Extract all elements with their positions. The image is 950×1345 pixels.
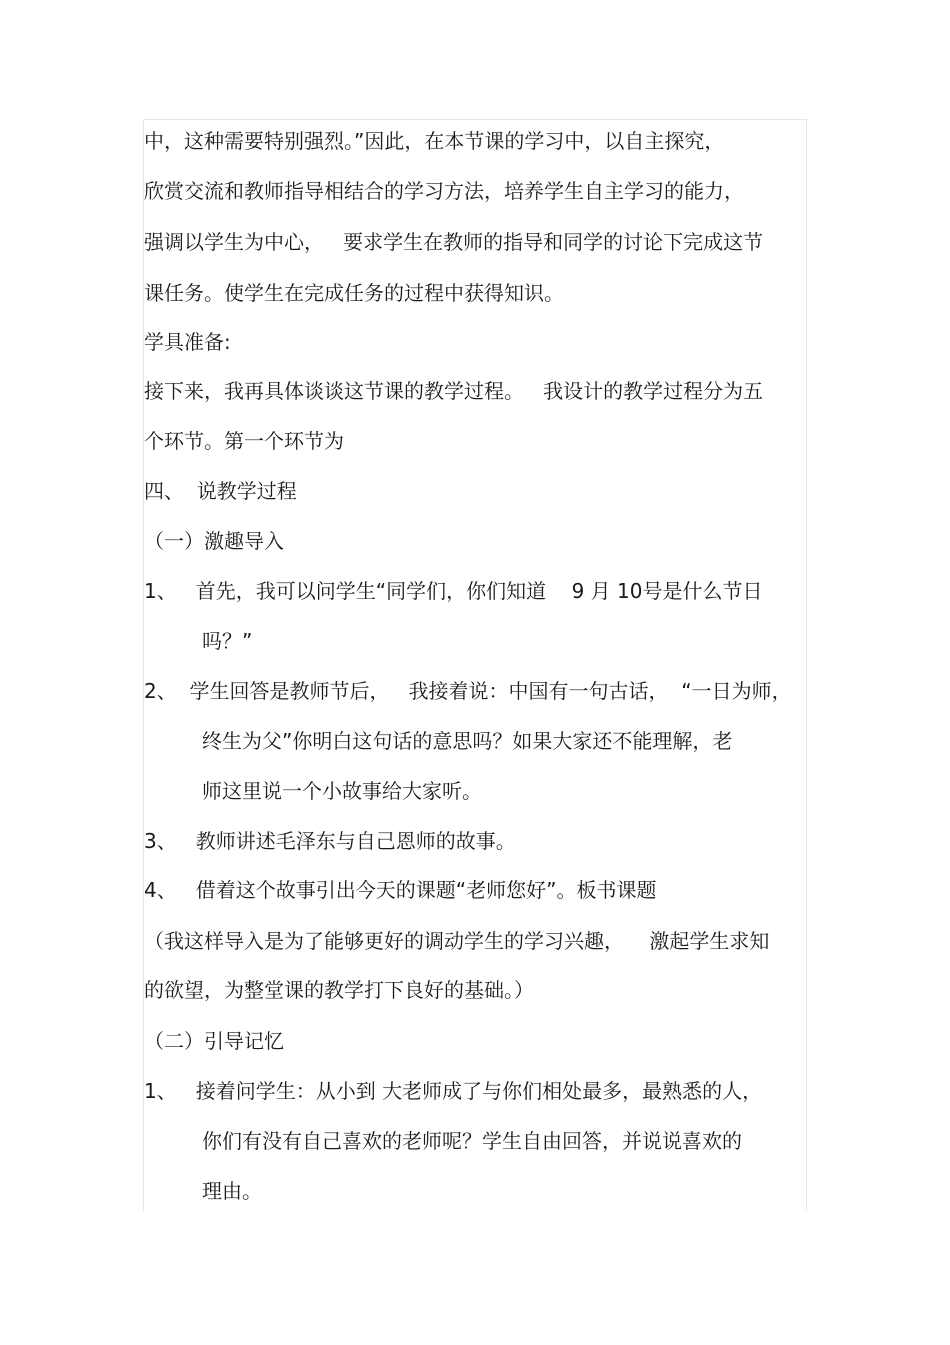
subsection-heading: （二）引导记忆: [144, 1029, 284, 1053]
list-item: 2、 学生回答是教师节后， 我接着说：中国有一句古话， “一日为师，: [144, 679, 792, 703]
text-line: 个环节。第一个环节为: [144, 429, 344, 453]
subsection-heading: （一）激趣导入: [144, 529, 284, 553]
list-item-continuation: 终生为父”你明白这句话的意思吗？如果大家还不能理解，老: [202, 729, 733, 753]
text-line: 课任务。使学生在完成任务的过程中获得知识。: [144, 281, 564, 305]
list-item-continuation: 理由。: [202, 1179, 262, 1203]
text-line: （我这样导入是为了能够更好的调动学生的学习兴趣， 激起学生求知: [144, 929, 770, 953]
section-heading: 四、 说教学过程: [144, 479, 297, 503]
text-line: 强调以学生为中心， 要求学生在教师的指导和同学的讨论下完成这节: [144, 230, 764, 254]
list-item: 1、 接着问学生：从小到 大老师成了与你们相处最多，最熟悉的人，: [144, 1079, 763, 1103]
text-line: 接下来，我再具体谈谈这节课的教学过程。 我设计的教学过程分为五: [144, 379, 764, 403]
list-item: 1、 首先，我可以问学生“同学们，你们知道 9 月 10号是什么节日: [144, 579, 763, 603]
text-line: 的欲望，为整堂课的教学打下良好的基础。）: [144, 978, 534, 1002]
page-frame-right: [806, 119, 807, 1211]
list-item-continuation: 你们有没有自己喜欢的老师呢？学生自由回答，并说说喜欢的: [202, 1129, 742, 1153]
list-item: 4、 借着这个故事引出今天的课题“老师您好”。板书课题: [144, 878, 657, 902]
page-frame-top: [143, 119, 807, 120]
text-line: 中，这种需要特别强烈。”因此，在本节课的学习中，以自主探究，: [144, 129, 725, 153]
list-item: 3、 教师讲述毛泽东与自己恩师的故事。: [144, 829, 516, 853]
text-line: 学具准备:: [144, 330, 231, 354]
list-item-continuation: 吗？”: [202, 629, 253, 653]
list-item-continuation: 师这里说一个小故事给大家听。: [202, 779, 482, 803]
text-line: 欣赏交流和教师指导相结合的学习方法，培养学生自主学习的能力，: [144, 179, 744, 203]
